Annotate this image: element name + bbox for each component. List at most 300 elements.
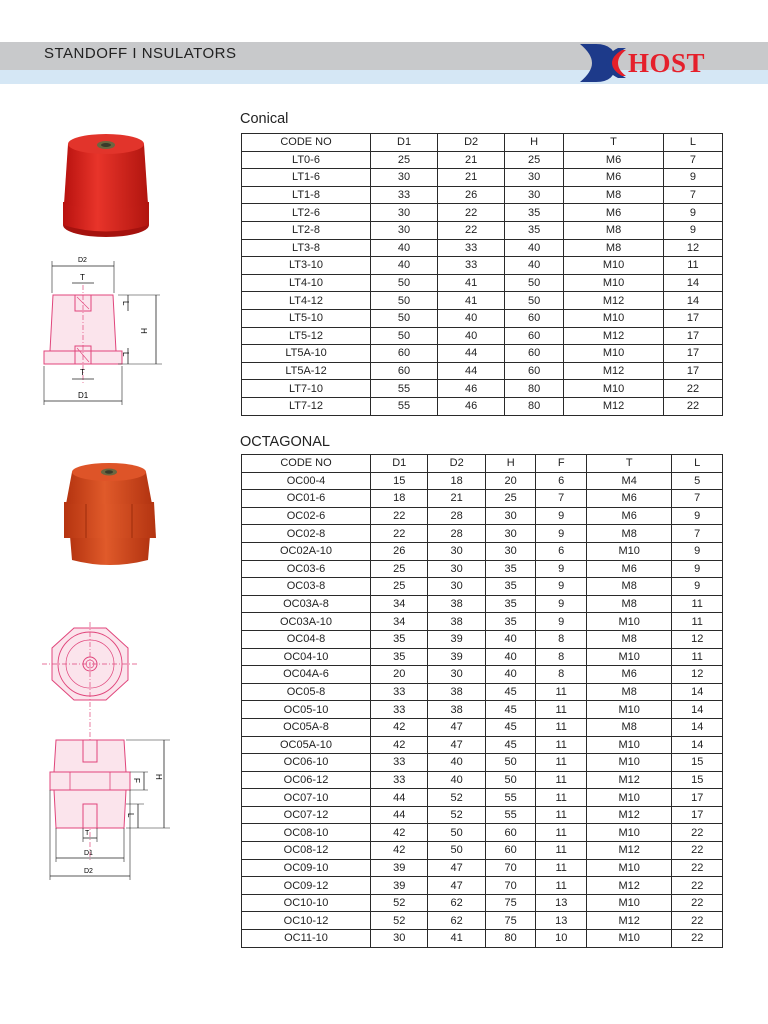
- label-h: H: [139, 328, 148, 334]
- table-cell: 25: [371, 151, 438, 169]
- table-cell: 50: [371, 327, 438, 345]
- table-cell: M10: [586, 754, 671, 772]
- column-header: CODE NO: [242, 455, 371, 473]
- table-row: [242, 648, 723, 666]
- table-cell: M12: [586, 842, 671, 860]
- table-row: [242, 345, 723, 363]
- table-row: [242, 292, 723, 310]
- table-cell: 30: [485, 507, 536, 525]
- column-header: H: [485, 455, 536, 473]
- table-cell: OC11-10: [242, 930, 371, 948]
- table-cell: 11: [672, 595, 723, 613]
- table-cell: OC03-8: [242, 578, 371, 596]
- table-cell: 35: [505, 221, 564, 239]
- table-cell: 38: [428, 683, 485, 701]
- table-cell: 46: [438, 380, 505, 398]
- table-cell: 12: [672, 666, 723, 684]
- table-cell: 9: [536, 507, 587, 525]
- table-row: [242, 239, 723, 257]
- table-cell: M10: [564, 274, 664, 292]
- table-cell: 40: [485, 630, 536, 648]
- table-row: [242, 397, 723, 415]
- table-row: [242, 362, 723, 380]
- table-cell: 9: [536, 613, 587, 631]
- table-cell: 5: [672, 472, 723, 490]
- table-cell: 45: [485, 701, 536, 719]
- table-cell: 11: [536, 859, 587, 877]
- label-l: L: [126, 813, 135, 818]
- column-header: CODE NO: [242, 134, 371, 152]
- table-header-row: [242, 455, 723, 473]
- column-header: D2: [438, 134, 505, 152]
- table-cell: 33: [438, 257, 505, 275]
- table-cell: 21: [438, 169, 505, 187]
- table-cell: 9: [536, 560, 587, 578]
- table-cell: M10: [564, 380, 664, 398]
- conical-insulator-photo: [60, 132, 155, 240]
- table-cell: 25: [371, 560, 428, 578]
- table-cell: 42: [371, 736, 428, 754]
- table-cell: 38: [428, 613, 485, 631]
- table-cell: 39: [371, 877, 428, 895]
- table-cell: 33: [371, 754, 428, 772]
- table-cell: 42: [371, 842, 428, 860]
- table-cell: 17: [663, 327, 722, 345]
- label-h: H: [154, 774, 163, 780]
- label-t-bottom: T: [80, 368, 85, 377]
- table-cell: 44: [438, 362, 505, 380]
- table-cell: 39: [428, 630, 485, 648]
- table-cell: 9: [536, 578, 587, 596]
- table-row: [242, 613, 723, 631]
- table-cell: 7: [536, 490, 587, 508]
- table-cell: 40: [428, 754, 485, 772]
- table-cell: 50: [371, 292, 438, 310]
- table-cell: 14: [663, 292, 722, 310]
- table-cell: 39: [428, 648, 485, 666]
- table-cell: 25: [505, 151, 564, 169]
- table-cell: 9: [672, 560, 723, 578]
- table-cell: 50: [428, 824, 485, 842]
- table-cell: M10: [586, 789, 671, 807]
- table-row: [242, 930, 723, 948]
- table-cell: 55: [485, 789, 536, 807]
- table-cell: 42: [371, 718, 428, 736]
- table-cell: 22: [672, 894, 723, 912]
- table-cell: 70: [485, 859, 536, 877]
- table-cell: 18: [371, 490, 428, 508]
- table-cell: 9: [663, 221, 722, 239]
- table-cell: 11: [536, 754, 587, 772]
- table-cell: M10: [564, 345, 664, 363]
- table-cell: OC02-8: [242, 525, 371, 543]
- table-cell: 40: [485, 666, 536, 684]
- table-cell: LT0-6: [242, 151, 371, 169]
- table-cell: 62: [428, 912, 485, 930]
- page-title: STANDOFF I NSULATORS: [44, 45, 237, 62]
- table-cell: 50: [371, 309, 438, 327]
- table-row: [242, 771, 723, 789]
- table-cell: LT2-6: [242, 204, 371, 222]
- table-cell: 11: [536, 806, 587, 824]
- table-cell: 22: [672, 912, 723, 930]
- table-cell: LT5A-10: [242, 345, 371, 363]
- label-t-top: T: [80, 273, 85, 282]
- table-cell: 35: [485, 613, 536, 631]
- table-row: [242, 595, 723, 613]
- table-row: [242, 327, 723, 345]
- table-cell: OC06-10: [242, 754, 371, 772]
- column-header: F: [536, 455, 587, 473]
- table-row: [242, 630, 723, 648]
- table-cell: 14: [663, 274, 722, 292]
- table-cell: M8: [586, 525, 671, 543]
- label-f: F: [132, 778, 141, 783]
- table-cell: M8: [564, 221, 664, 239]
- table-cell: 47: [428, 859, 485, 877]
- table-cell: 34: [371, 595, 428, 613]
- table-cell: M6: [586, 490, 671, 508]
- table-cell: M8: [564, 186, 664, 204]
- table-cell: 9: [536, 595, 587, 613]
- table-cell: 17: [672, 806, 723, 824]
- table-row: [242, 560, 723, 578]
- table-cell: 11: [672, 648, 723, 666]
- table-row: [242, 824, 723, 842]
- table-row: [242, 151, 723, 169]
- table-cell: 33: [438, 239, 505, 257]
- table-cell: 80: [485, 930, 536, 948]
- table-row: [242, 257, 723, 275]
- table-cell: OC03-6: [242, 560, 371, 578]
- table-cell: 50: [428, 842, 485, 860]
- table-cell: M8: [586, 595, 671, 613]
- label-d2: D2: [78, 257, 87, 264]
- table-cell: OC02A-10: [242, 542, 371, 560]
- column-header: D2: [428, 455, 485, 473]
- section-title-octagonal: OCTAGONAL: [240, 434, 330, 450]
- column-header: L: [663, 134, 722, 152]
- table-cell: 17: [663, 362, 722, 380]
- table-cell: 41: [428, 930, 485, 948]
- table-cell: M10: [564, 257, 664, 275]
- table-cell: 60: [505, 345, 564, 363]
- label-d2: D2: [84, 868, 93, 875]
- label-l-top: L: [121, 301, 130, 306]
- table-cell: OC04-10: [242, 648, 371, 666]
- table-cell: 39: [371, 859, 428, 877]
- table-cell: 11: [536, 683, 587, 701]
- table-row: [242, 578, 723, 596]
- table-cell: LT1-6: [242, 169, 371, 187]
- table-cell: 30: [428, 560, 485, 578]
- table-cell: 8: [536, 648, 587, 666]
- table-cell: LT7-10: [242, 380, 371, 398]
- table-cell: OC01-6: [242, 490, 371, 508]
- table-row: [242, 718, 723, 736]
- table-cell: M12: [586, 806, 671, 824]
- table-cell: 9: [672, 578, 723, 596]
- table-cell: 50: [505, 274, 564, 292]
- table-cell: 30: [371, 169, 438, 187]
- octagonal-insulator-photo: [62, 460, 158, 570]
- table-cell: 50: [485, 754, 536, 772]
- table-row: [242, 736, 723, 754]
- table-cell: M8: [586, 683, 671, 701]
- table-cell: 11: [672, 613, 723, 631]
- table-cell: 22: [672, 930, 723, 948]
- table-cell: 80: [505, 397, 564, 415]
- table-cell: LT2-8: [242, 221, 371, 239]
- table-cell: 22: [672, 824, 723, 842]
- table-cell: LT3-10: [242, 257, 371, 275]
- table-cell: 22: [438, 204, 505, 222]
- table-cell: 18: [428, 472, 485, 490]
- table-cell: 33: [371, 186, 438, 204]
- section-title-conical: Conical: [240, 111, 289, 127]
- table-cell: 40: [485, 648, 536, 666]
- table-cell: M10: [586, 613, 671, 631]
- table-cell: 40: [371, 239, 438, 257]
- table-cell: 25: [485, 490, 536, 508]
- table-cell: M12: [564, 397, 664, 415]
- table-cell: 47: [428, 718, 485, 736]
- table-row: [242, 525, 723, 543]
- table-cell: 30: [428, 542, 485, 560]
- table-row: [242, 754, 723, 772]
- table-cell: M8: [586, 630, 671, 648]
- table-cell: 44: [438, 345, 505, 363]
- table-row: [242, 472, 723, 490]
- table-cell: 60: [371, 345, 438, 363]
- table-cell: 41: [438, 274, 505, 292]
- table-cell: 55: [485, 806, 536, 824]
- table-cell: 22: [371, 525, 428, 543]
- table-cell: M4: [586, 472, 671, 490]
- table-cell: OC09-10: [242, 859, 371, 877]
- table-cell: OC02-6: [242, 507, 371, 525]
- table-row: [242, 274, 723, 292]
- table-cell: 44: [371, 789, 428, 807]
- table-cell: 11: [536, 736, 587, 754]
- table-cell: LT7-12: [242, 397, 371, 415]
- table-cell: 11: [536, 771, 587, 789]
- table-cell: 44: [371, 806, 428, 824]
- table-cell: M10: [586, 894, 671, 912]
- table-cell: 6: [536, 542, 587, 560]
- table-cell: 7: [663, 186, 722, 204]
- table-cell: M6: [564, 204, 664, 222]
- table-cell: OC07-10: [242, 789, 371, 807]
- table-cell: OC05-10: [242, 701, 371, 719]
- table-row: [242, 204, 723, 222]
- table-row: [242, 542, 723, 560]
- table-cell: 47: [428, 877, 485, 895]
- label-l-bottom: L: [121, 352, 130, 357]
- table-cell: M12: [586, 877, 671, 895]
- table-cell: 60: [505, 327, 564, 345]
- table-cell: LT5A-12: [242, 362, 371, 380]
- table-cell: 11: [536, 842, 587, 860]
- table-cell: 22: [672, 859, 723, 877]
- table-cell: 25: [371, 578, 428, 596]
- table-row: [242, 701, 723, 719]
- table-cell: OC05-8: [242, 683, 371, 701]
- table-cell: LT4-10: [242, 274, 371, 292]
- table-cell: 11: [663, 257, 722, 275]
- table-cell: M6: [564, 169, 664, 187]
- table-cell: 14: [672, 736, 723, 754]
- table-cell: M12: [564, 362, 664, 380]
- table-row: [242, 842, 723, 860]
- table-cell: 75: [485, 894, 536, 912]
- table-row: [242, 894, 723, 912]
- table-cell: 26: [371, 542, 428, 560]
- table-cell: M6: [586, 666, 671, 684]
- table-cell: 11: [536, 824, 587, 842]
- table-row: [242, 683, 723, 701]
- table-cell: 60: [485, 842, 536, 860]
- table-cell: 14: [672, 683, 723, 701]
- table-cell: M12: [564, 292, 664, 310]
- table-cell: 60: [371, 362, 438, 380]
- table-row: [242, 380, 723, 398]
- table-cell: OC05A-8: [242, 718, 371, 736]
- table-cell: 45: [485, 736, 536, 754]
- table-cell: 34: [371, 613, 428, 631]
- table-cell: 12: [663, 239, 722, 257]
- table-cell: 35: [485, 560, 536, 578]
- table-cell: 30: [428, 578, 485, 596]
- table-cell: 26: [438, 186, 505, 204]
- table-cell: 22: [438, 221, 505, 239]
- table-cell: 28: [428, 525, 485, 543]
- table-cell: OC05A-10: [242, 736, 371, 754]
- table-cell: 35: [371, 630, 428, 648]
- table-cell: M10: [586, 736, 671, 754]
- table-cell: 33: [371, 701, 428, 719]
- table-row: [242, 859, 723, 877]
- table-cell: 11: [536, 877, 587, 895]
- table-cell: M12: [586, 771, 671, 789]
- table-cell: 38: [428, 595, 485, 613]
- table-cell: 6: [536, 472, 587, 490]
- table-cell: M12: [564, 327, 664, 345]
- table-cell: OC04-8: [242, 630, 371, 648]
- table-cell: 55: [371, 380, 438, 398]
- table-cell: OC08-10: [242, 824, 371, 842]
- column-header: H: [505, 134, 564, 152]
- table-cell: 35: [485, 595, 536, 613]
- table-cell: 46: [438, 397, 505, 415]
- table-row: [242, 221, 723, 239]
- table-cell: 11: [536, 718, 587, 736]
- table-cell: 52: [371, 894, 428, 912]
- table-cell: 9: [536, 525, 587, 543]
- table-cell: 30: [485, 542, 536, 560]
- table-cell: OC09-12: [242, 877, 371, 895]
- table-cell: 30: [428, 666, 485, 684]
- table-cell: 30: [371, 930, 428, 948]
- table-cell: 9: [663, 169, 722, 187]
- table-cell: 9: [663, 204, 722, 222]
- table-cell: 8: [536, 630, 587, 648]
- table-cell: LT4-12: [242, 292, 371, 310]
- column-header: D1: [371, 134, 438, 152]
- table-cell: 22: [371, 507, 428, 525]
- table-cell: M8: [564, 239, 664, 257]
- table-cell: 55: [371, 397, 438, 415]
- table-cell: M6: [586, 507, 671, 525]
- table-cell: 60: [505, 362, 564, 380]
- table-cell: M10: [564, 309, 664, 327]
- table-cell: 30: [505, 169, 564, 187]
- table-cell: 70: [485, 877, 536, 895]
- table-cell: 50: [505, 292, 564, 310]
- table-cell: 62: [428, 894, 485, 912]
- table-cell: 33: [371, 771, 428, 789]
- table-cell: 21: [428, 490, 485, 508]
- table-cell: 28: [428, 507, 485, 525]
- conical-dimension-drawing: [38, 253, 166, 408]
- table-cell: 30: [485, 525, 536, 543]
- table-cell: 15: [672, 754, 723, 772]
- table-cell: LT3-8: [242, 239, 371, 257]
- octagonal-dimension-drawing: [40, 622, 170, 884]
- table-row: [242, 186, 723, 204]
- table-cell: 50: [371, 274, 438, 292]
- table-cell: 60: [505, 309, 564, 327]
- table-row: [242, 789, 723, 807]
- table-cell: 7: [663, 151, 722, 169]
- table-cell: 52: [428, 789, 485, 807]
- label-t: T: [85, 830, 90, 837]
- table-cell: OC04A-6: [242, 666, 371, 684]
- table-cell: OC03A-10: [242, 613, 371, 631]
- table-cell: 45: [485, 718, 536, 736]
- table-cell: 40: [371, 257, 438, 275]
- table-cell: 13: [536, 912, 587, 930]
- table-cell: 60: [485, 824, 536, 842]
- table-cell: 14: [672, 701, 723, 719]
- table-cell: 7: [672, 525, 723, 543]
- column-header: D1: [371, 455, 428, 473]
- table-header-row: [242, 134, 723, 152]
- table-row: [242, 309, 723, 327]
- table-cell: 35: [485, 578, 536, 596]
- table-cell: 40: [438, 309, 505, 327]
- table-cell: OC00-4: [242, 472, 371, 490]
- table-cell: 80: [505, 380, 564, 398]
- conical-spec-table: [241, 133, 723, 416]
- table-cell: M8: [586, 578, 671, 596]
- table-cell: 75: [485, 912, 536, 930]
- brand-logo-text: HOST: [628, 48, 706, 78]
- table-cell: 15: [371, 472, 428, 490]
- table-cell: 10: [536, 930, 587, 948]
- table-cell: 45: [485, 683, 536, 701]
- table-row: [242, 666, 723, 684]
- table-cell: M12: [586, 912, 671, 930]
- table-cell: 30: [505, 186, 564, 204]
- table-cell: 22: [663, 380, 722, 398]
- table-cell: OC03A-8: [242, 595, 371, 613]
- table-cell: 8: [536, 666, 587, 684]
- table-cell: OC08-12: [242, 842, 371, 860]
- table-cell: M6: [586, 560, 671, 578]
- table-cell: 30: [371, 221, 438, 239]
- table-cell: OC10-12: [242, 912, 371, 930]
